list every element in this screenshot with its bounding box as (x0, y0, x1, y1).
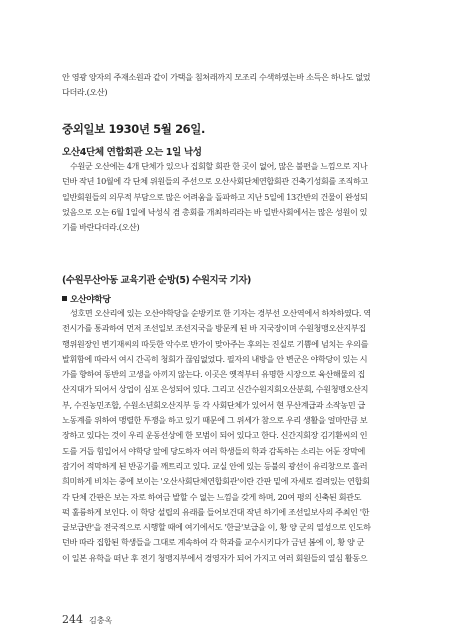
article-body (62, 306, 414, 566)
text-line: 잠기어 적막하게 된 반공기를 깨트리고 있다. 교실 안에 있는 등불의 광선이 유리창으로 흘러 (62, 460, 368, 471)
text-line: 퍽 훌륭하게 보인다. 이 학당 설립의 유래를 들어보건대 작년 하기에 조선일보사의 주최인 '한 (62, 506, 370, 517)
author-name: 김충옥 (89, 616, 113, 625)
square-bullet-icon (62, 296, 67, 301)
source-heading: 중외일보 1930년 5월 26일. (62, 122, 205, 136)
text-line: 던바 작년 10월에 각 단체 위원들의 주선으로 오산사회단체연합회관 건축기성회를 조직하고 (62, 176, 368, 187)
article-text (62, 306, 414, 566)
article-text (62, 159, 414, 235)
section-heading: (수원무산아동 교육기관 순방(5) 수원지국 기자) (62, 275, 251, 286)
page-footer (62, 613, 112, 626)
text-line: 산지대가 되어서 상업이 심포 은성되어 있다. 그리고 신간수원지회오산분회, 수원청맹오산지 (62, 384, 369, 395)
page-number: 244 (62, 613, 83, 626)
text-line: 이 일본 유학을 떠난 후 전기 청맹지부에서 경영자가 되어 가지고 여러 회원들의 열심 활동으 (62, 552, 368, 563)
text-line: 다더라.(오산) (62, 87, 108, 98)
text-line: 가를 향하여 동반의 고생을 아끼지 않는다. 이곳은 옛적부터 유명한 시장으로 육산해물의 집 (62, 369, 366, 380)
article-body (62, 159, 414, 235)
text-line: 수원군 오산에는 4개 단체가 있으나 집회할 회관 한 곳이 없어, 많은 불편을 느낌으로 지나 (70, 161, 368, 171)
text-line: 었음으로 오는 6월 1일에 낙성식 겸 총회를 개최하리라는 바 일반사회에서는 많은 성원이 있 (62, 206, 368, 217)
bullet-title: 오산야학당 (70, 295, 111, 305)
bullet-heading (62, 292, 111, 305)
text-line: 던바 따라 집합된 학생들을 그대로 계속하여 각 학과를 교수시키다가 금년 봄에 이, 황 양 군 (62, 537, 365, 548)
text-line: 전시가를 통과하여 먼저 조선일보 조선지국을 방문케 된 바 지국장이며 수원청맹오산지부집 (62, 323, 366, 334)
text-line: 글보급반'을 전국적으로 시행할 때에 여기에서도 '한글'보급을 이, 황 양 군의 열성으로 인도하 (62, 522, 371, 533)
text-line: 성호면 오산리에 있는 오산야학당을 순방키로 한 기자는 경부선 오산역에서 하차하였다. 역 (70, 308, 371, 318)
text-line: 희미하게 비치는 중에 보이는 '오산사회단체연합회관'이란 간판 밑에 자세로 걸려있는 연합회 (62, 476, 370, 487)
text-line: 발휘함에 따라서 여시 간곡히 청회가 끊임없었다. 필자의 내방을 안 변군은 야학당이 있는 시 (62, 353, 368, 364)
text-line: 도를 거듭 힘입어서 야학당 앞에 당도하자 여러 학생들의 학과 감독하는 소리는 어둔 장막에 (62, 445, 366, 456)
intro-paragraph (62, 70, 414, 101)
intro-text (62, 70, 414, 101)
article-title: 오산4단체 연합회관 오는 1일 낙성 (62, 147, 202, 158)
text-line: 행위원장인 변기재씨의 따듯한 악수로 반가이 맞아주는 후의는 진실로 기쁨에 넘치는 우의를 (62, 338, 369, 349)
text-line: 일반회원들의 의무적 부담으로 많은 어려움을 돌파하고 지난 5일에 13간반의 건물이 완성되 (62, 191, 368, 202)
text-line: 부, 수진농민조합, 수원소년회오산지부 등 각 사회단체가 있어서 현 무산계급과 소작농민 급 (62, 399, 366, 410)
text-line: 각 단체 간판은 보는 자로 하여금 발할 수 없는 느낌을 갖게 하며, 20여 평의 신축된 회관도 (62, 491, 362, 502)
text-line: 장하고 있다는 것이 우리 운동선상에 한 모범이 되어 있다고 한다. 신간지회장 김기환씨의 인 (62, 430, 368, 441)
text-line: 노동계를 위하여 맹렬한 투쟁을 하고 있기 때문에 그 위세가 참으로 우리 생활을 얼마만큼 보 (62, 415, 368, 426)
text-line: 안 영광 양자의 주재소원과 같이 가택을 침쳐래까지 모조리 수색하였는바 소득은 하나도 없었 (62, 72, 371, 82)
text-line: 기를 바란다더라.(오산) (62, 222, 140, 233)
